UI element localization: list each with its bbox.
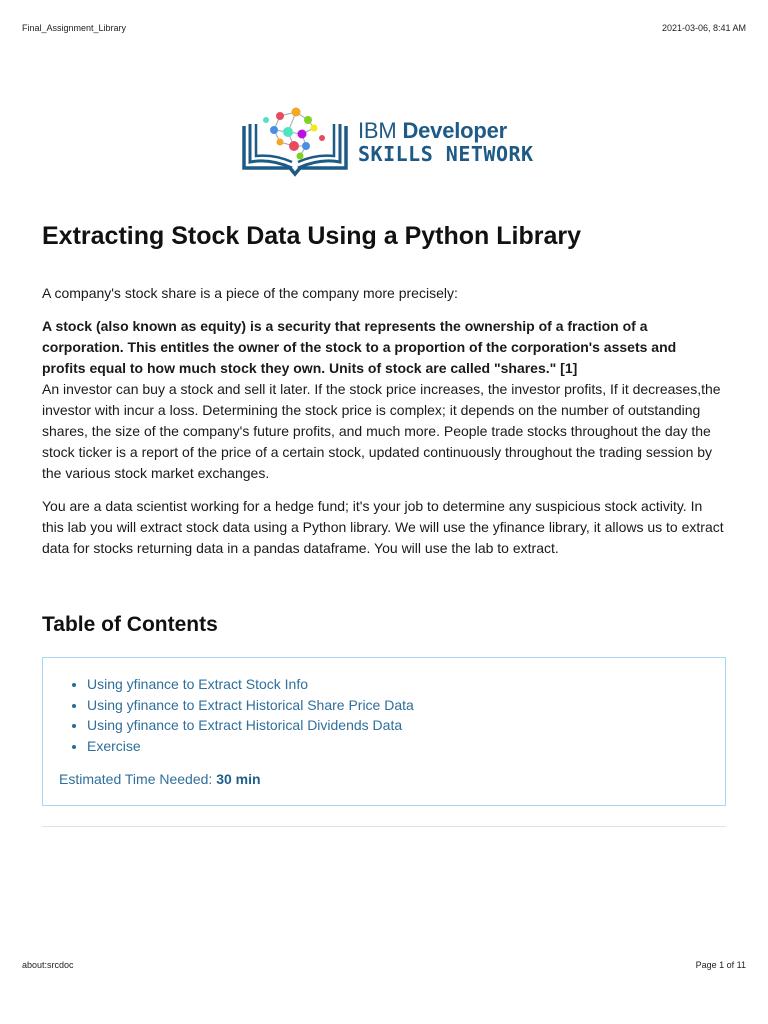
- ibm-skills-network-logo: [240, 106, 540, 178]
- intro-paragraph: A company's stock share is a piece of the company more precisely:: [42, 285, 458, 301]
- logo-brand-rest: Developer: [402, 117, 508, 143]
- toc-item-dividends: [87, 715, 709, 736]
- task-paragraph: You are a data scientist working for a hedge fund; it's your job to determine any suspicious stock activity. In this lab you will extract stock data using a Python library. We will use the yfinance library, it allows us to extract data for stocks returning data in a pandas dataframe. You will use the lab to extract.: [42, 498, 724, 556]
- estimated-time: [59, 771, 709, 787]
- toc-heading: Table of Contents: [42, 613, 218, 636]
- book-network-icon: [240, 106, 350, 178]
- divider: [42, 826, 726, 827]
- logo-wordmark: [358, 119, 534, 165]
- print-footer-url: about:srcdoc: [22, 960, 74, 970]
- print-header: [22, 23, 746, 33]
- print-header-title: Final_Assignment_Library: [22, 23, 127, 33]
- toc-list: [59, 674, 709, 757]
- logo-line-skills-network: SKILLS NETWORK: [358, 142, 534, 167]
- page-title: Extracting Stock Data Using a Python Library: [42, 222, 582, 250]
- toc-box: [42, 657, 726, 806]
- stock-definition: A stock (also known as equity) is a security that represents the ownership of a fraction of a corporation. This entitles the owner of the stock to a proportion of the corporation's assets and profits equal to how much stock they own. Units of stock are called "shares." [1]: [42, 318, 677, 376]
- logo-brand: IBM: [358, 117, 397, 143]
- logo-line-developer: [358, 119, 534, 142]
- investor-paragraph: An investor can buy a stock and sell it later. If the stock price increases, the investor profits, If it decreases,the investor with incur a loss. Determining the stock price is complex; it depends on the number of outstanding shares, the size of the company's future profits, and much more. People trade stocks throughout the day the stock ticker is a report of the price of a certain stock, updated continuously throughout the trading session by the various stock market exchanges.: [42, 381, 721, 481]
- page-number: Page 1 of 11: [695, 960, 746, 970]
- estimated-time-value: 30 min: [216, 770, 261, 787]
- toc-link-exercise[interactable]: Exercise: [87, 738, 141, 755]
- notebook-content: [42, 222, 726, 827]
- toc-link-stock-info[interactable]: Using yfinance to Extract Stock Info: [87, 676, 308, 692]
- toc-item-stock-info: [87, 674, 709, 695]
- toc-link-share-price[interactable]: Using yfinance to Extract Historical Share Price Data: [87, 696, 414, 713]
- estimated-time-label: Estimated Time Needed:: [59, 770, 217, 787]
- toc-item-exercise: [87, 736, 709, 757]
- print-footer: [22, 960, 746, 970]
- toc-link-dividends[interactable]: Using yfinance to Extract Historical Dividends Data: [87, 717, 403, 734]
- toc-item-share-price: [87, 695, 709, 716]
- print-header-datetime: 2021-03-06, 8:41 AM: [661, 23, 746, 33]
